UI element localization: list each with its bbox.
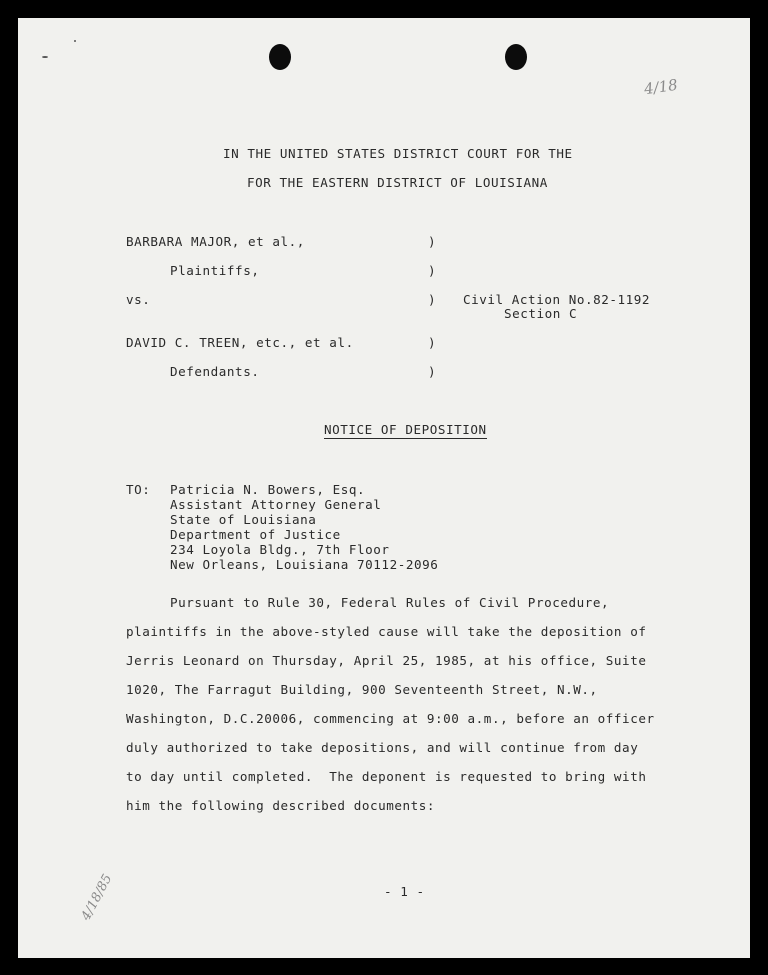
body-line: Jerris Leonard on Thursday, April 25, 1985, at his office, Suite — [126, 653, 647, 668]
caption-paren: ) — [428, 364, 437, 379]
to-label: TO: — [126, 482, 151, 497]
margin-note-bottom: 4/18/85 — [78, 871, 116, 924]
body-line: to day until completed. The deponent is requested to bring with — [126, 769, 647, 784]
addressee-line: New Orleans, Louisiana 70112-2096 — [170, 557, 439, 572]
defendant-name: DAVID C. TREEN, etc., et al. — [126, 335, 354, 350]
caption-paren: ) — [428, 263, 437, 278]
addressee-line: State of Louisiana — [170, 512, 317, 527]
body-line: Washington, D.C.20006, commencing at 9:00 a.m., before an officer — [126, 711, 655, 726]
ink-speck — [74, 40, 76, 42]
addressee-line: Assistant Attorney General — [170, 497, 382, 512]
body-line: plaintiffs in the above-styled cause will take the deposition of — [126, 624, 647, 639]
body-line: duly authorized to take depositions, and will continue from day — [126, 740, 639, 755]
caption-paren: ) — [428, 234, 437, 249]
punch-hole-right — [505, 44, 527, 70]
plaintiff-name: BARBARA MAJOR, et al., — [126, 234, 305, 249]
addressee-line: Patricia N. Bowers, Esq. — [170, 482, 366, 497]
versus: vs. — [126, 292, 151, 307]
body-line: Pursuant to Rule 30, Federal Rules of Civil Procedure, — [170, 595, 610, 610]
body-line: him the following described documents: — [126, 798, 436, 813]
civil-action-number: Civil Action No.82-1192 — [463, 292, 651, 307]
defendants-label: Defendants. — [170, 364, 260, 379]
ink-speck — [42, 56, 48, 58]
document-page — [18, 18, 750, 958]
caption-paren: ) — [428, 335, 437, 350]
addressee-line: Department of Justice — [170, 527, 341, 542]
caption-paren: ) — [428, 292, 437, 307]
document-title: NOTICE OF DEPOSITION — [324, 422, 487, 437]
page-number: - 1 - — [384, 884, 425, 899]
section-label: Section C — [504, 306, 578, 321]
margin-note-top: 4/18 — [642, 75, 679, 99]
court-heading-line2: FOR THE EASTERN DISTRICT OF LOUISIANA — [247, 175, 548, 190]
punch-hole-left — [269, 44, 291, 70]
court-heading-line1: IN THE UNITED STATES DISTRICT COURT FOR THE — [223, 146, 573, 161]
plaintiffs-label: Plaintiffs, — [170, 263, 260, 278]
body-line: 1020, The Farragut Building, 900 Seventeenth Street, N.W., — [126, 682, 598, 697]
addressee-line: 234 Loyola Bldg., 7th Floor — [170, 542, 390, 557]
